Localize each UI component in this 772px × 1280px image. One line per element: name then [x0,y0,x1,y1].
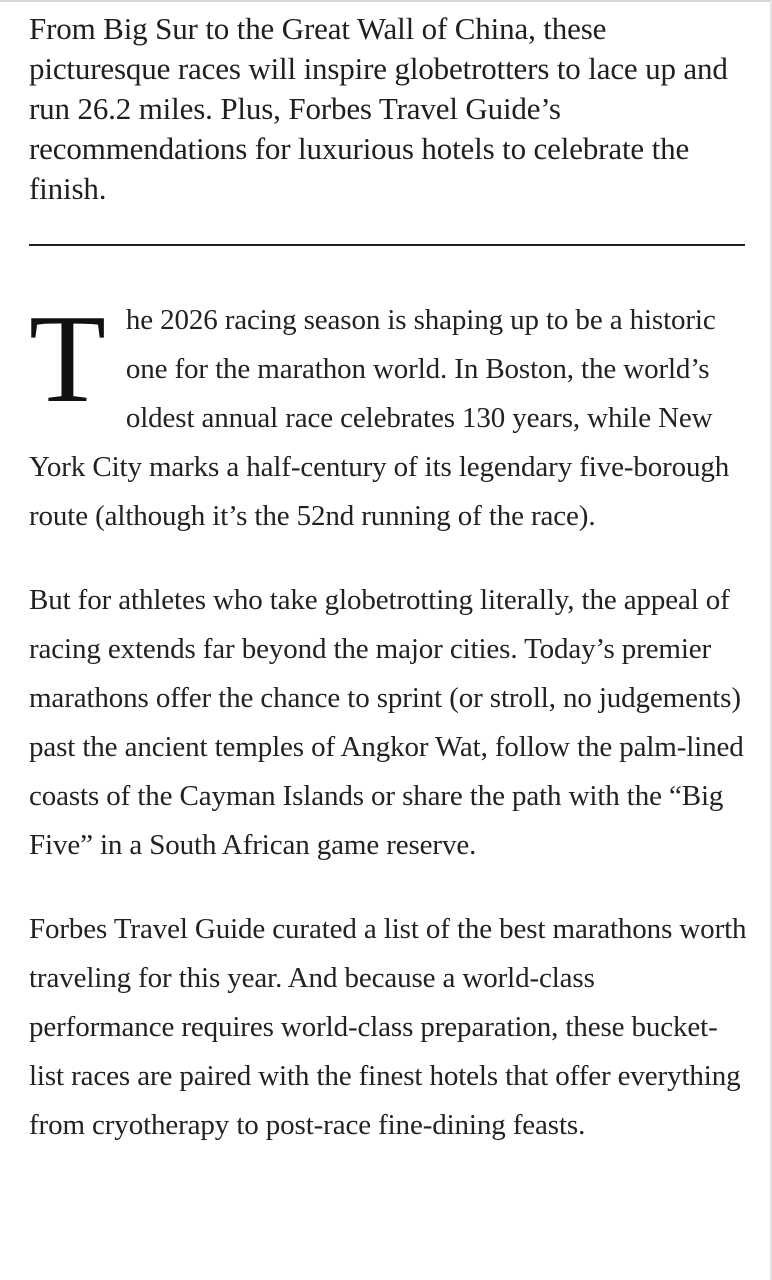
drop-cap: T [29,290,106,429]
paragraph-intro [29,290,747,541]
paragraph-text: he 2026 racing season is shaping up to be a historic one for the marathon world. In Boston, the world’s oldest annual race celebrates 130 years, while New York City marks a half-century of its legendary five-borough route (although it’s the 52nd running of the race). [29,304,730,532]
paragraph-globetrotting: But for athletes who take globetrotting literally, the appeal of racing extends far beyond the major cities. Today’s premier marathons offer the chance to sprint (or stroll, no judgements) past the ancient temples of Angkor Wat, follow the palm-lined coasts of the Cayman Islands or share the path with the “Big Five” in a South African game reserve. [29,584,744,861]
section-divider [29,244,745,246]
article [29,0,747,1150]
paragraph-curated-list: Forbes Travel Guide curated a list of the best marathons worth traveling for this year. And because a world-class performance requires world-class preparation, these bucket-list races are paired with the finest hotels that offer everything from cryotherapy to post-race fine-dining feasts. [29,913,747,1141]
article-dek: From Big Sur to the Great Wall of China, these picturesque races will inspire globetrotters to lace up and run 26.2 miles. Plus, Forbes Travel Guide’s recommendations for luxurious hotels to celebrate the finish. [29,11,728,206]
article-body [29,290,747,1150]
